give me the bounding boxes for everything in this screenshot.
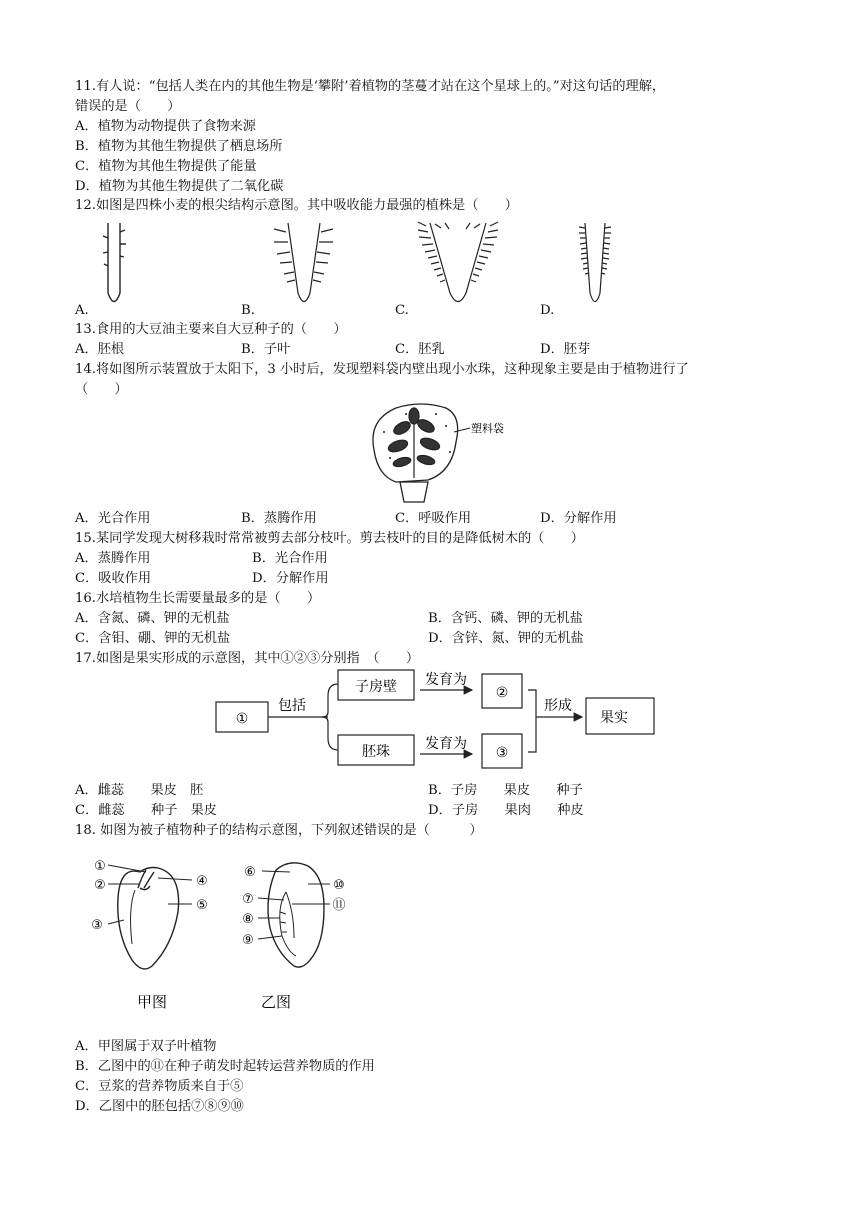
- root-tip-a: [103, 223, 126, 302]
- label-10: ⑩: [333, 878, 345, 893]
- q11-stem-line2: 错误的是（ ）: [75, 99, 181, 114]
- q13-option-d: D．胚芽: [540, 342, 591, 357]
- label-2: ②: [94, 878, 106, 893]
- q13-option-c: C．胚乳: [395, 342, 445, 357]
- q16-stem: 16.水培植物生长需要量最多的是（ ）: [75, 591, 321, 606]
- q18-option-b: B．乙图中的⑪在种子萌发时起转运营养物质的作用: [75, 1059, 375, 1074]
- q16-option-b: B．含钙、磷、钾的无机盐: [428, 611, 583, 626]
- q12-option-b: B.: [241, 303, 255, 318]
- q14-option-c: C．呼吸作用: [395, 511, 472, 526]
- corn-seed-yi: [268, 863, 324, 967]
- box-3-label: ③: [495, 745, 509, 761]
- box-2-label: ②: [495, 685, 509, 701]
- q15-option-b: B．光合作用: [252, 551, 328, 566]
- include-label: 包括: [278, 698, 306, 714]
- q11-option-c: C．植物为其他生物提供了能量: [75, 159, 257, 174]
- bag-label: 塑料袋: [471, 422, 504, 435]
- q14-option-a: A．光合作用: [75, 511, 151, 526]
- q13-option-a: A．胚根: [75, 342, 125, 357]
- q13-option-b: B．子叶: [241, 342, 291, 357]
- develop-label-2: 发育为: [425, 736, 467, 752]
- label-7: ⑦: [242, 892, 254, 907]
- q12-root-tip-figure: [90, 218, 630, 313]
- q12-stem: 12.如图是四株小麦的根尖结构示意图。其中吸收能力最强的植株是（ ）: [75, 198, 518, 213]
- q15-option-a: A．蒸腾作用: [75, 551, 151, 566]
- label-3: ③: [91, 918, 103, 933]
- q14-option-d: D．分解作用: [540, 511, 617, 526]
- q11-option-b: B．植物为其他生物提供了栖息场所: [75, 139, 283, 154]
- plant: [387, 408, 441, 478]
- root-tip-b: [274, 223, 333, 302]
- fruit-label: 果实: [600, 710, 628, 726]
- q15-stem: 15.某同学发现大树移栽时常常被剪去部分枝叶。剪去枝叶的目的是降低树木的（ ）: [75, 531, 584, 546]
- q14-stem-line2: （ ）: [75, 382, 128, 397]
- label-6: ⑥: [244, 865, 256, 880]
- bean-seed-jia: [118, 868, 179, 969]
- bean-leader-lines: [108, 865, 192, 924]
- brace: [322, 684, 338, 750]
- q12-option-c: C.: [395, 303, 409, 318]
- q16-option-c: C．含钼、硼、钾的无机盐: [75, 631, 231, 646]
- q14-stem-line1: 14.将如图所示装置放于太阳下，3 小时后，发现塑料袋内壁出现小水珠，这种现象主要是由于植物进行了: [75, 362, 689, 377]
- q18-stem: 18. 如图为被子植物种子的结构示意图，下列叙述错误的是（ ）: [75, 823, 483, 838]
- q16-option-d: D．含锌、氮、钾的无机盐: [428, 631, 584, 646]
- q14-option-b: B．蒸腾作用: [241, 511, 317, 526]
- ovary-wall-label: 子房壁: [355, 679, 397, 695]
- label-8: ⑧: [242, 912, 254, 927]
- q17-fruit-formation-diagram: [210, 668, 660, 778]
- q18-option-a: A．甲图属于双子叶植物: [75, 1039, 217, 1054]
- q18-option-d: D．乙图中的胚包括⑦⑧⑨⑩: [75, 1099, 244, 1114]
- develop-label-1: 发育为: [425, 672, 467, 688]
- q16-option-a: A．含氮、磷、钾的无机盐: [75, 611, 230, 626]
- root-tip-d: [579, 223, 611, 302]
- q12-option-a: A.: [75, 303, 89, 318]
- q15-option-c: C．吸收作用: [75, 571, 152, 586]
- q15-option-d: D．分解作用: [252, 571, 329, 586]
- q12-option-d: D.: [540, 303, 555, 318]
- q18-seed-structure-figure: [80, 848, 370, 1023]
- flower-pot: [400, 482, 428, 502]
- label-5: ⑤: [196, 898, 208, 913]
- merge-bracket: [528, 690, 536, 752]
- figure-jia-caption: 甲图: [136, 993, 168, 1011]
- root-tip-c: [418, 222, 498, 302]
- figure-yi-caption: 乙图: [260, 993, 292, 1011]
- q18-option-c: C．豆浆的营养物质来自于⑤: [75, 1079, 244, 1094]
- q17-stem: 17.如图是果实形成的示意图，其中①②③分别指 （ ）: [75, 651, 420, 666]
- q17-option-c: C．雌蕊 种子 果皮: [75, 803, 217, 818]
- label-11: ⑪: [332, 898, 346, 913]
- bag-label-line: [454, 428, 470, 432]
- q17-option-a: A．雌蕊 果皮 胚: [75, 783, 204, 798]
- q11-option-a: A．植物为动物提供了食物来源: [75, 119, 256, 134]
- label-9: ⑨: [242, 933, 254, 948]
- form-label: 形成: [544, 698, 572, 714]
- q11-stem-line1: 11.有人说：“包括人类在内的其他生物是‘攀附’着植物的茎蔓才站在这个星球上的。”对这句话的理解，: [75, 79, 666, 94]
- q17-option-d: D．子房 果肉 种皮: [428, 803, 584, 818]
- box-1-label: ①: [235, 711, 249, 727]
- q13-stem: 13.食用的大豆油主要来自大豆种子的（ ）: [75, 322, 347, 337]
- q11-option-d: D．植物为其他生物提供了二氧化碳: [75, 179, 284, 194]
- label-1: ①: [94, 859, 106, 874]
- label-4: ④: [196, 874, 208, 889]
- q17-option-b: B．子房 果皮 种子: [428, 783, 583, 798]
- q14-plant-bag-figure: [366, 402, 516, 507]
- ovule-label: 胚珠: [362, 744, 390, 760]
